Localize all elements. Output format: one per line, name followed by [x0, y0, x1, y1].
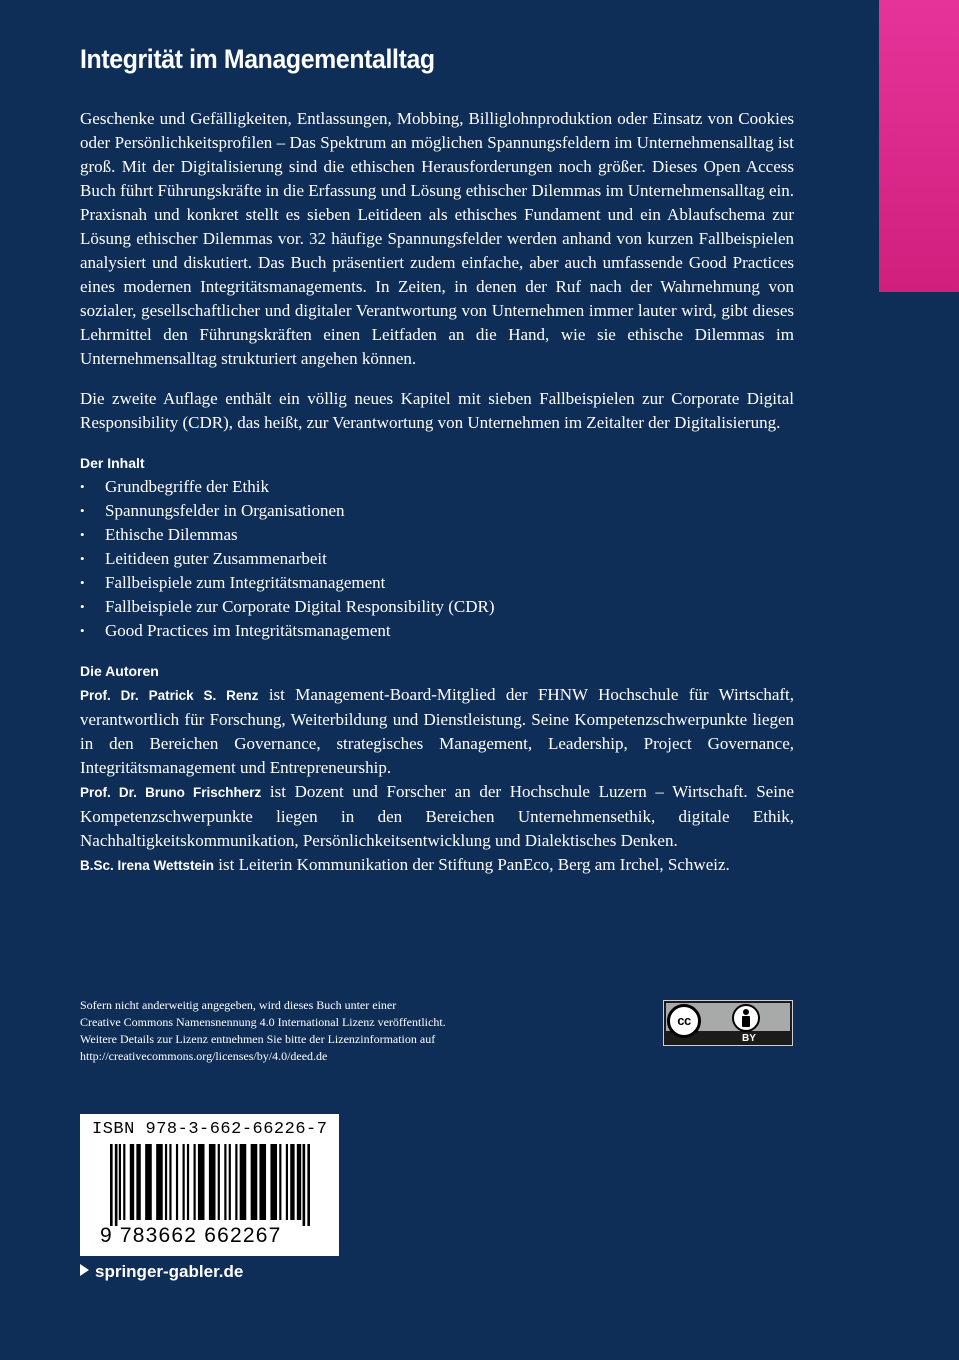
barcode-bar: [224, 1144, 226, 1220]
isbn-barcode: [80, 1114, 339, 1256]
contents-item: • Grundbegriffe der Ethik: [80, 475, 495, 499]
barcode-bar: [130, 1144, 134, 1220]
barcode-bar: [119, 1144, 121, 1220]
barcode-bar: [123, 1144, 125, 1220]
barcode-bar: [183, 1144, 185, 1220]
creative-commons-icon: cc: [667, 1004, 701, 1038]
barcode-bar: [259, 1144, 266, 1220]
book-title: Integrität im Managementalltag: [80, 44, 435, 74]
arrow-right-icon: [80, 1264, 89, 1276]
barcode-guard-bar: [307, 1144, 310, 1226]
book-description: Geschenke und Gefälligkeiten, Entlassungen, Mobbing, Billiglohnproduktion oder Einsatz von Cookies oder Persönlichkeitsprofilen – Das Spektrum an möglichen Spannungsfeldern im Unternehmensalltag ist groß. Mit der Digitalisierung sind die ethischen Herausforderungen noch größer. Dieses Open Access Buch führt Führungskräfte in die Erfassung und Lösung ethischer Dilemmas im Unternehmensalltag ein. Praxisnah und konkret stellt es sieben Leitideen als ethisches Fundament und ein Ablaufschema zur Lösung ethischer Dilemmas vor. 32 häufige Spannungsfelder werden anhand von kurzen Fallbeispielen analysiert und diskutiert. Das Buch präsentiert zudem einfache, aber auch umfassende Good Practices eines modernen Integritätsmanagements. In Zeiten, in denen der Ruf nach der Wahrnehmung von sozialer, gesellschaftlicher und digitaler Verantwortung von Unternehmen immer lauter wird, gibt dieses Lehrmittel den Führungskräften einen Leitfaden an die Hand, wie sie ethische Dilemmas im Unternehmensalltag strukturiert angehen können.: [80, 109, 794, 368]
barcode-bar: [251, 1144, 258, 1220]
contents-item: • Fallbeispiele zur Corporate Digital Responsibility (CDR): [80, 595, 495, 619]
barcode-bar: [156, 1144, 163, 1220]
contents-list: [80, 475, 495, 643]
author-name: Prof. Dr. Patrick S. Renz: [80, 688, 259, 703]
by-label: BY: [742, 1033, 756, 1044]
author-bio: ist Dozent und Forscher an der Hochschule Luzern – Wirtschaft. Seine Kompetenzschwerpunkte liegen in den Bereichen Unternehmensethik, digitale Ethik, Nachhaltigkeitskommunikation, Persönlichkeitsentwicklung und Dialektisches Denken.: [80, 782, 794, 850]
authors-section: [80, 683, 794, 878]
barcode-bar: [198, 1144, 205, 1220]
barcode-bar: [270, 1144, 277, 1220]
barcode-bar: [218, 1144, 220, 1220]
author-entry: [80, 780, 794, 853]
barcode-bar: [145, 1144, 152, 1220]
contents-heading: Der Inhalt: [80, 455, 145, 471]
barcode-bar: [194, 1144, 196, 1220]
attribution-person-icon: [732, 1004, 760, 1032]
barcode-bar: [286, 1144, 288, 1220]
barcode-bar: [136, 1144, 140, 1220]
barcode-guard-bar: [110, 1144, 113, 1226]
second-edition-note: Die zweite Auflage enthält ein völlig neues Kapitel mit sieben Fallbeispielen zur Corporate Digital Responsibility (CDR), das heißt, zur Verantwortung von Unternehmen im Zeitalter der Digitalisierung.: [80, 389, 794, 432]
person-head: [743, 1009, 749, 1015]
barcode-bar: [165, 1144, 167, 1220]
barcode-digits: 9 783662 662267: [100, 1224, 282, 1247]
license-notice: [80, 997, 540, 1065]
barcode-bar: [176, 1144, 178, 1220]
author-entry: [80, 853, 794, 878]
author-bio: ist Management-Board-Mitglied der FHNW Hochschule für Wirtschaft, verantwortlich für Forschung, Weiterbildung und Dienstleistung. Seine Kompetenzschwerpunkte liegen in den Bereichen Governance, strategisches Management, Leadership, Project Governance, Integritätsmanagement und Entrepreneurship.: [80, 685, 794, 777]
barcode-bar: [169, 1144, 171, 1220]
publisher-link-text: springer-gabler.de: [95, 1262, 244, 1281]
contents-item: • Fallbeispiele zum Integritätsmanagement: [80, 571, 495, 595]
author-entry: [80, 683, 794, 780]
publisher-link[interactable]: [80, 1262, 243, 1282]
author-name: Prof. Dr. Bruno Frischherz: [80, 785, 262, 800]
author-name: B.Sc. Irena Wettstein: [80, 858, 215, 873]
cc-by-badge: [663, 1000, 793, 1046]
license-line: Creative Commons Namensnennung 4.0 International Lizenz veröffentlicht.: [80, 1015, 446, 1029]
barcode-bar: [209, 1144, 216, 1220]
barcode-guard-bar: [303, 1144, 306, 1226]
license-line: Sofern nicht anderweitig angegeben, wird dieses Buch unter einer: [80, 998, 397, 1012]
barcode-bar: [290, 1144, 294, 1220]
isbn-text: ISBN 978-3-662-66226-7: [92, 1120, 328, 1139]
barcode-bar: [240, 1144, 247, 1220]
license-line: Weitere Details zur Lizenz entnehmen Sie bitte der Lizenzinformation auf: [80, 1032, 436, 1046]
barcode-bar: [297, 1144, 301, 1220]
contents-item: • Leitideen guter Zusammenarbeit: [80, 547, 495, 571]
contents-item: • Good Practices im Integritätsmanagement: [80, 619, 495, 643]
barcode-bar: [279, 1144, 281, 1220]
barcode-guard-bar: [115, 1144, 118, 1226]
barcode-bars: [110, 1144, 310, 1226]
barcode-bar: [235, 1144, 237, 1220]
contents-item: • Spannungsfelder in Organisationen: [80, 499, 495, 523]
license-url: http://creativecommons.org/licenses/by/4.0/deed.de: [80, 1049, 328, 1063]
authors-heading: Die Autoren: [80, 663, 159, 679]
barcode-bar: [229, 1144, 231, 1220]
accent-bar: [879, 0, 959, 292]
author-bio: ist Leiterin Kommunikation der Stiftung PanEco, Berg am Irchel, Schweiz.: [214, 855, 730, 874]
contents-item: • Ethische Dilemmas: [80, 523, 495, 547]
barcode-bar: [187, 1144, 189, 1220]
person-body: [742, 1016, 750, 1027]
